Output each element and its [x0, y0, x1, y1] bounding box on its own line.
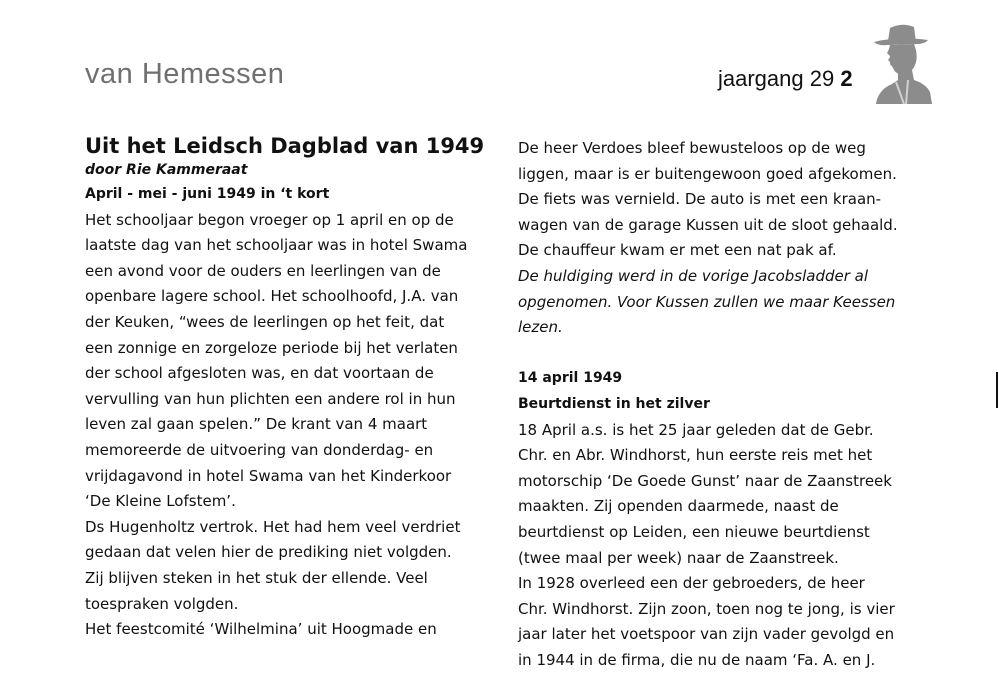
text-line: wagen van de garage Kussen uit de sloot gehaald. [518, 215, 898, 234]
text-line: gedaan dat velen hier de prediking niet volgden. [85, 543, 452, 562]
text-line: (twee maal per week) naar de Zaanstreek. [518, 548, 839, 567]
volume-issue [718, 66, 853, 92]
text-line: toespraken volgden. [85, 594, 239, 613]
text-line: laatste dag van het schooljaar was in hotel Swama [85, 236, 468, 255]
text-line: In 1928 overleed een der gebroeders, de heer [518, 574, 865, 593]
text-line: een zonnige en zorgeloze periode bij het verlaten [85, 338, 458, 357]
section-heading: 14 april 1949 [518, 370, 623, 387]
text-line: Chr. en Abr. Windhorst, hun eerste reis met het [518, 446, 873, 465]
text-line: openbare lagere school. Het schoolhoofd, J.A. van [85, 287, 459, 306]
man-with-hat-silhouette-icon [868, 20, 932, 104]
section-heading: April - mei - juni 1949 in ‘t kort [85, 186, 330, 202]
text-line: De fiets was vernield. De auto is met een kraan- [518, 190, 882, 209]
text-line: De heer Verdoes bleef bewusteloos op de weg [518, 139, 866, 157]
text-line: lezen. [518, 318, 563, 337]
volume-label: jaargang 29 [718, 66, 835, 91]
text-line: vrijdagavond in hotel Swama van het Kinderkoor [85, 466, 452, 485]
text-line: Ds Hugenholtz vertrok. Het had hem veel verdriet [85, 517, 461, 536]
text-line: liggen, maar is er buitengewoon goed afgekomen. [518, 164, 897, 183]
left-column-text [85, 182, 485, 643]
text-line: beurtdienst op Leiden, een nieuwe beurtdienst [518, 522, 870, 541]
text-line: maakten. Zij openden daarmede, naast de [518, 497, 839, 516]
text-line: motorschip ‘De Goede Gunst’ naar de Zaanstreek [518, 471, 892, 490]
text-line [518, 341, 918, 367]
article-byline: door Rie Kammeraat [85, 162, 248, 178]
article-title: Uit het Leidsch Dagblad van 1949 [85, 134, 485, 158]
text-cursor [996, 372, 998, 408]
text-line: der school afgesloten was, en dat voortaan de [85, 364, 434, 383]
text-line: jaar later het voetspoor van zijn vader gevolgd en [518, 625, 895, 644]
text-line: Het feestcomité ‘Wilhelmina’ uit Hoogmade en [85, 620, 437, 639]
issue-number: 2 [840, 66, 853, 91]
text-line: ‘De Kleine Lofstem’. [85, 492, 236, 511]
text-line: memoreerde de uitvoering van donderdag- en [85, 440, 434, 459]
text-line: opgenomen. Voor Kussen zullen we maar Keessen [518, 292, 896, 311]
text-line: leven zal gaan spelen.” De krant van 4 maart [85, 415, 428, 434]
right-column-text [518, 136, 918, 673]
text-line: De chauffeur kwam er met een nat pak af. [518, 241, 837, 260]
text-line: vervulling van hun plichten een andere rol in hun [85, 389, 456, 408]
text-line: in 1944 in de firma, die nu de naam ‘Fa. A. en J. [518, 650, 876, 669]
article-left-column [85, 134, 485, 643]
text-line: Het schooljaar begon vroeger op 1 april en op de [85, 210, 454, 229]
text-line: De huldiging werd in de vorige Jacobsladder al [518, 266, 869, 285]
text-line: Chr. Windhorst. Zijn zoon, toen nog te jong, is vier [518, 599, 895, 618]
section-heading: Beurtdienst in het zilver [518, 395, 710, 412]
publication-brand: van Hemessen [85, 58, 285, 90]
text-line: 18 April a.s. is het 25 jaar geleden dat de Gebr. [518, 420, 874, 439]
article-right-column [518, 136, 918, 673]
text-line: een avond voor de ouders en leerlingen van de [85, 261, 441, 280]
text-line: Zij blijven steken in het stuk der ellende. Veel [85, 568, 428, 587]
text-line: der Keuken, “wees de leerlingen op het feit, dat [85, 312, 445, 331]
